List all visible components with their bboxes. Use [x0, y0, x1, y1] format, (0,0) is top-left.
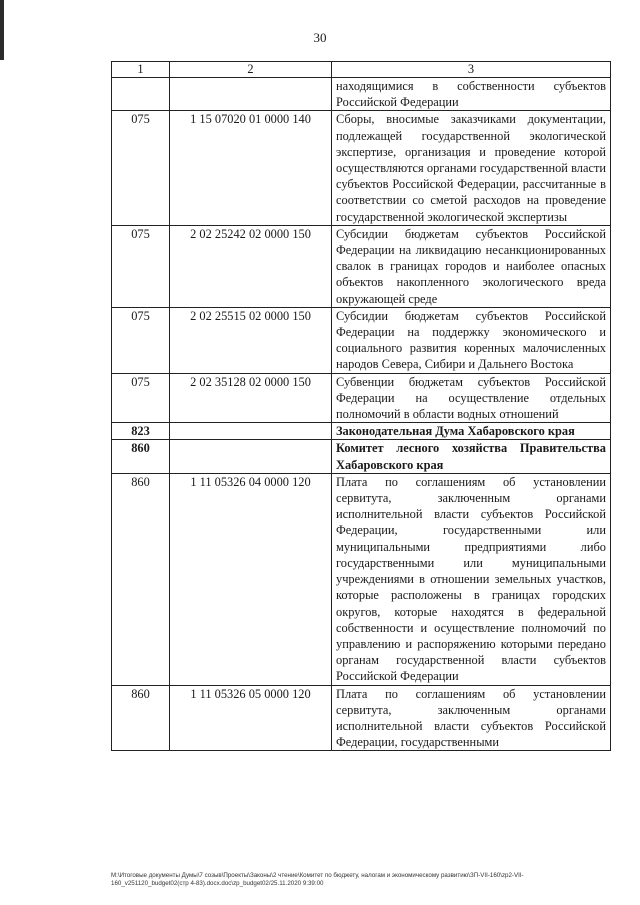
table-row	[112, 78, 611, 111]
header-cell-admin: 1	[112, 62, 170, 78]
footer-line-1: M:\Итоговые документы Думы\7 созыв\Проекты\Законы\2 чтение\Комитет по бюджету, налогам и экономическому развитию\ЗП-VII-160\zp2-VII-	[111, 872, 524, 879]
table-row	[112, 423, 611, 440]
table-row	[112, 111, 611, 225]
description-cell: Плата по соглашениям об установлении сервитута, заключенным органами исполнительной власти субъектов Российской Федерации, государственными или муниципальными предприятиями либо государственными или муниципальными учреждениями в отношении земельных участков, которые расположены в границах городских округов, которые находятся в федеральной собственности и осуществление полномочий по управлению и распоряжению которыми передано органам государственной власти субъектов Российской Федерации	[332, 473, 611, 685]
description-cell: Субсидии бюджетам субъектов Российской Федерации на ликвидацию несанкционированных свалок в границах городов и наиболее опасных объектов накопленного экологического вреда окружающей среде	[332, 225, 611, 307]
file-path-footer	[111, 872, 621, 888]
budget-code-cell: 1 11 05326 05 0000 120	[170, 685, 332, 751]
description-cell: Законодательная Дума Хабаровского края	[332, 423, 611, 440]
budget-code-cell: 2 02 25242 02 0000 150	[170, 225, 332, 307]
description-cell: Комитет лесного хозяйства Правительства Хабаровского края	[332, 440, 611, 473]
admin-code-cell: 860	[112, 440, 170, 473]
footer-line-2: 160_v251120_budget02(стр 4-83).docx.doc\zp_budget02/25.11.2020 9:39:00	[111, 880, 324, 887]
budget-code-cell	[170, 440, 332, 473]
revenue-codes-table	[111, 61, 611, 751]
budget-code-cell	[170, 423, 332, 440]
table-row	[112, 225, 611, 307]
header-cell-name: 3	[332, 62, 611, 78]
admin-code-cell	[112, 78, 170, 111]
admin-code-cell: 075	[112, 225, 170, 307]
table-row	[112, 685, 611, 751]
description-cell: Плата по соглашениям об установлении сервитута, заключенным органами исполнительной власти субъектов Российской Федерации, государственными	[332, 685, 611, 751]
admin-code-cell: 860	[112, 685, 170, 751]
header-cell-code: 2	[170, 62, 332, 78]
table-row	[112, 373, 611, 423]
description-cell: Сборы, вносимые заказчиками документации, подлежащей государственной экологической экспертизе, организация и проведение которой осуществляются органами государственной власти субъектов Российской Федерации, рассчитанные в соответствии со сметой расходов на проведение государственной экологической экспертизы	[332, 111, 611, 225]
admin-code-cell: 075	[112, 111, 170, 225]
description-cell: Субвенции бюджетам субъектов Российской Федерации на осуществление отдельных полномочий в области водных отношений	[332, 373, 611, 423]
description-cell: Субсидии бюджетам субъектов Российской Федерации на поддержку экономического и социального развития коренных малочисленных народов Севера, Сибири и Дальнего Востока	[332, 307, 611, 373]
budget-code-cell	[170, 78, 332, 111]
table-row	[112, 307, 611, 373]
admin-code-cell: 823	[112, 423, 170, 440]
description-cell: находящимися в собственности субъектов Российской Федерации	[332, 78, 611, 111]
table-header-row	[112, 62, 611, 78]
admin-code-cell: 075	[112, 307, 170, 373]
page-number: 30	[313, 30, 327, 45]
table-row	[112, 440, 611, 473]
admin-code-cell: 860	[112, 473, 170, 685]
budget-code-cell: 1 15 07020 01 0000 140	[170, 111, 332, 225]
admin-code-cell: 075	[112, 373, 170, 423]
budget-code-cell: 2 02 35128 02 0000 150	[170, 373, 332, 423]
budget-code-cell: 2 02 25515 02 0000 150	[170, 307, 332, 373]
table-row	[112, 473, 611, 685]
budget-code-cell: 1 11 05326 04 0000 120	[170, 473, 332, 685]
